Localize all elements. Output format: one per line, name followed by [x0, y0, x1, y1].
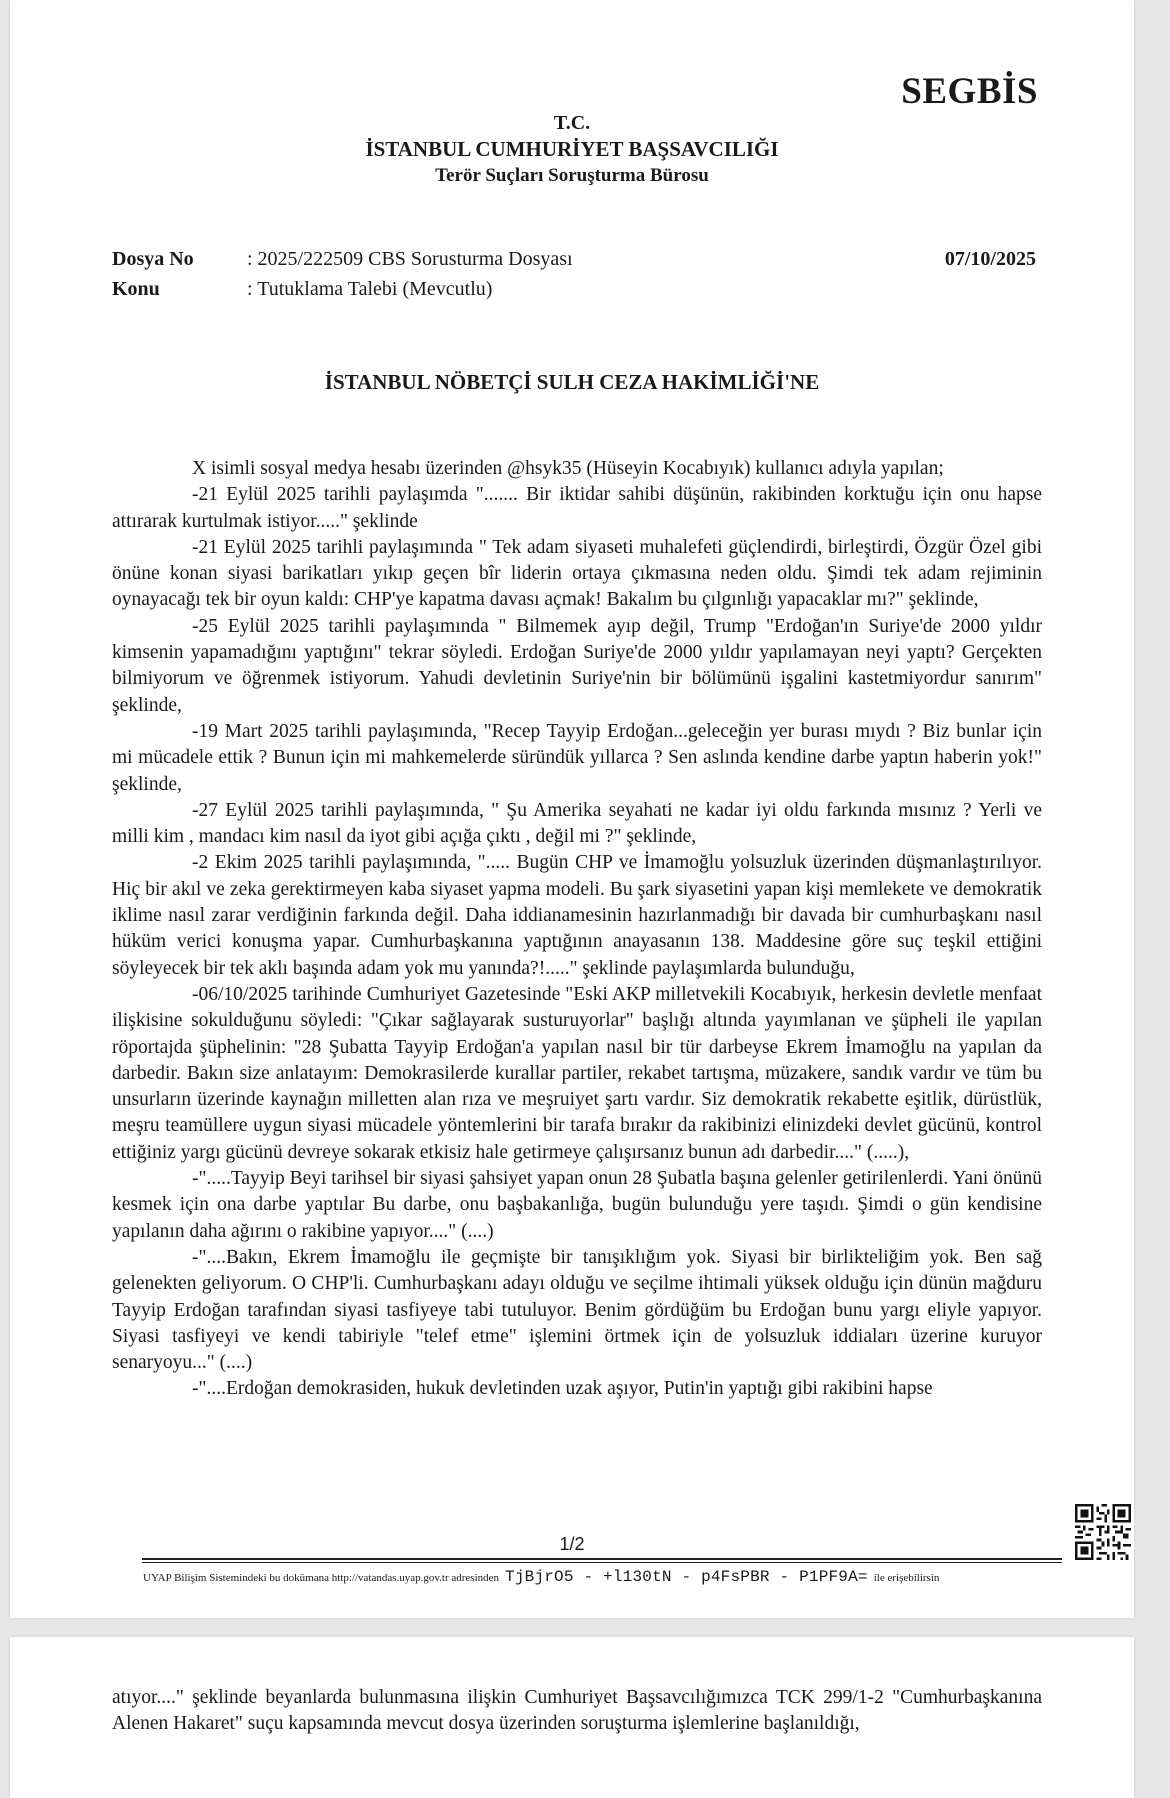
file-number-label: Dosya No — [112, 248, 194, 270]
subject-label: Konu — [112, 278, 160, 300]
document-date: 07/10/2025 — [944, 248, 1036, 270]
body-paragraph: X isimli sosyal medya hesabı üzerinden @hsyk35 (Hüseyin Kocabıyık) kullanıcı adıyla yapılan; — [192, 458, 944, 479]
body-paragraph: -21 Eylül 2025 tarihli paylaşımında " Tek adam siyaseti muhalefeti güçlendirdi, birleştirdi, Özgür Özel gibi önüne konan siyasi barikatları yıkıp geçen bîr liderin ortaya çıkmasına neden oldu. Şimdi tek adam rejiminin oynayacağı tek bir oyun kaldı: CHP'ye kapatma davası açmak! Bakalım bu çılgınlığı yapacaklar mı?" şeklinde, — [112, 536, 1042, 611]
body-paragraph: -"....Bakın, Ekrem İmamoğlu ile geçmişte bir tanışıklığım yok. Siyasi bir birlikteliğim yok. Ben sağ gelenekten geliyorum. O CHP'li. Cumhurbaşkanı adayı olduğu ve seçilme ihtimali yüksek olduğu için dünün mağduru Tayyip Erdoğan tarafından siyasi tasfiyeye tabi tutuluyor. Benim gördüğüm bu Erdoğan bunu yargı eliyle yapıyor. Siyasi tasfiyeyi ve kendi tabiriyle "telef etme" işlemini örtmek için de yolsuzluk iddiaları üzerine kuruyor senaryoyu..." (....) — [112, 1246, 1042, 1374]
subject-row — [112, 278, 492, 301]
uyap-prefix: UYAP Bilişim Sistemindeki bu dokümana http://vatandas.uyap.gov.tr adresinden — [143, 1572, 500, 1584]
body-paragraph: -06/10/2025 tarihinde Cumhuriyet Gazetesinde "Eski AKP milletvekili Kocabıyık, herkesin devletle menfaat ilişkisine sokulduğunu söyledi: "Çıkar sağlayarak susturuyorlar" başlığı altında yayımlanan ve şüpheli ile yapılan röportajda şüphelinin: "28 Şubatta Tayyip Erdoğan'a yapılan nasıl bir tür darbeyse Ekrem İmamoğlu na yapılan da darbedir. Bakın size anlatayım: Demokrasilerde kurallar partiler, rekabet tartışma, müzakere, sandık vardır ve tüm bu unsurların üzerinde kaynağın milletten alan rıza ve meşruiyet şartı vardır. Siz demokratik rekabette eşitlik, dürüstlük, meşru teamüllere uygun siyasi mücadele yöntemlerini bir tarafa bırakır da rakibinizi elinizdeki devlet gücünü, kontrol ettiğiniz yargı gücünü devreye sokarak etkisiz hale getirmeye çalışırsanız bunun adı darbedir...." (.....), — [112, 983, 1042, 1163]
body-paragraph: -".....Tayyip Beyi tarihsel bir siyasi şahsiyet yapan onun 28 Şubatla başına gelenler getirilenlerdi. Yani önünü kesmek için ona darbe yaptılar Bu darbe, onu başbakanlığa, bugün bulunduğu yere taşıdı. Şimdi o gün kendisine yapılanın daha ağırını o rakibine yapıyor...." (....) — [112, 1168, 1042, 1242]
body-paragraph: -21 Eylül 2025 tarihli paylaşımda "....... Bir iktidar sahibi düşünün, rakibinden korktuğu için onu hapse attırarak kurtulmak istiyor....." şeklinde — [112, 484, 1042, 532]
page-number: 1/2 — [559, 1534, 585, 1554]
file-number-row — [112, 248, 573, 271]
segbis-stamp: SEGBİS — [901, 71, 1038, 112]
document-page-1 — [10, 0, 1134, 1618]
document-body — [112, 456, 1042, 1403]
body-paragraph: -2 Ekim 2025 tarihli paylaşımında, "..... Bugün CHP ve İmamoğlu yolsuzluk üzerinden düşmanlaştırılıyor. Hiç bir akıl ve zeka gerektirmeyen kaba siyaset yapma modeli. Bu şark siyasetini yapan kişi memlekete ve demokratik iklime nasıl zarar verdiğinin farkında değil. Daha iddianamesinin hazırlanmadığı bir davada bir cumhurbaşkanı nasıl hüküm verici konuşma yapar. Cumhurbaşkanına yaptığının anayasanın 138. Maddesine göre suç teşkil ettiğini söyleyecek bir tek aklı başında adam yok mu yanında?!....." şeklinde paylaşımlarda bulunduğu, — [112, 852, 1042, 979]
body-paragraph: -19 Mart 2025 tarihli paylaşımında, "Recep Tayyip Erdoğan...geleceğin yer burası mıydı ? Biz bunlar için mi mücadele ettik ? Bunun için mi mahkemelerde süründük yıllarca ? Sen aslında kendine darbe yaptın haberin yok!" şeklinde, — [112, 720, 1042, 795]
subject-value: : Tutuklama Talebi (Mevcutlu) — [247, 278, 493, 300]
header-bureau: Terör Suçları Soruşturma Bürosu — [435, 165, 709, 186]
body-paragraph: -27 Eylül 2025 tarihli paylaşımında, " Şu Amerika seyahati ne kadar iyi oldu farkında mısınız ? Yerli ve milli kim , mandacı kim nasıl da iyot gibi açığa çıktı , değil mi ?" şeklinde, — [112, 799, 1042, 848]
verification-code: TjBjrO5 - +l130tN - p4FsPBR - P1PF9A= — [505, 1568, 868, 1586]
uyap-suffix: ile erişebilirsin — [873, 1572, 940, 1584]
file-number-value: : 2025/222509 CBS Sorusturma Dosyası — [247, 248, 573, 270]
body-paragraph: -"....Erdoğan demokrasiden, hukuk devletinden uzak aşıyor, Putin'in yaptığı gibi rakibini hapse — [192, 1378, 933, 1400]
body-paragraph: -25 Eylül 2025 tarihli paylaşımında " Bilmemek ayıp değil, Trump "Erdoğan'ın Suriye'de 2000 yıldır kimsenin yapamadığını yaptığını" tekrar söyledi. Erdoğan Suriye'de 2000 yıldır yapılamayan neyi yaptı? Gerçekten bilmiyorum ve öğrenmek istiyorum. Yahudi devletinin Suriye'nin bir bölümünü işgalini kastetmiyordur sanırım" şeklinde, — [112, 615, 1042, 716]
body-paragraph-continued: atıyor...." şeklinde beyanlarda bulunmasına ilişkin Cumhuriyet Başsavcılığımızca TCK 299/1-2 "Cumhurbaşkanına Alenen Hakaret" suçu kapsamında mevcut dosya üzerinden soruşturma işlemlerine başlanıldığı, — [112, 1687, 1042, 1735]
qr-code-icon — [1075, 1504, 1131, 1560]
footer-divider — [142, 1558, 1062, 1560]
header-tc: T.C. — [553, 112, 591, 134]
document-page-2 — [10, 1637, 1134, 1798]
addressee-heading: İSTANBUL NÖBETÇİ SULH CEZA HAKİMLİĞİ'NE — [324, 370, 820, 394]
uyap-verification-line — [143, 1568, 939, 1586]
footer-divider — [142, 1562, 1062, 1563]
header-office: İSTANBUL CUMHURİYET BAŞSAVCILIĞI — [365, 137, 779, 161]
